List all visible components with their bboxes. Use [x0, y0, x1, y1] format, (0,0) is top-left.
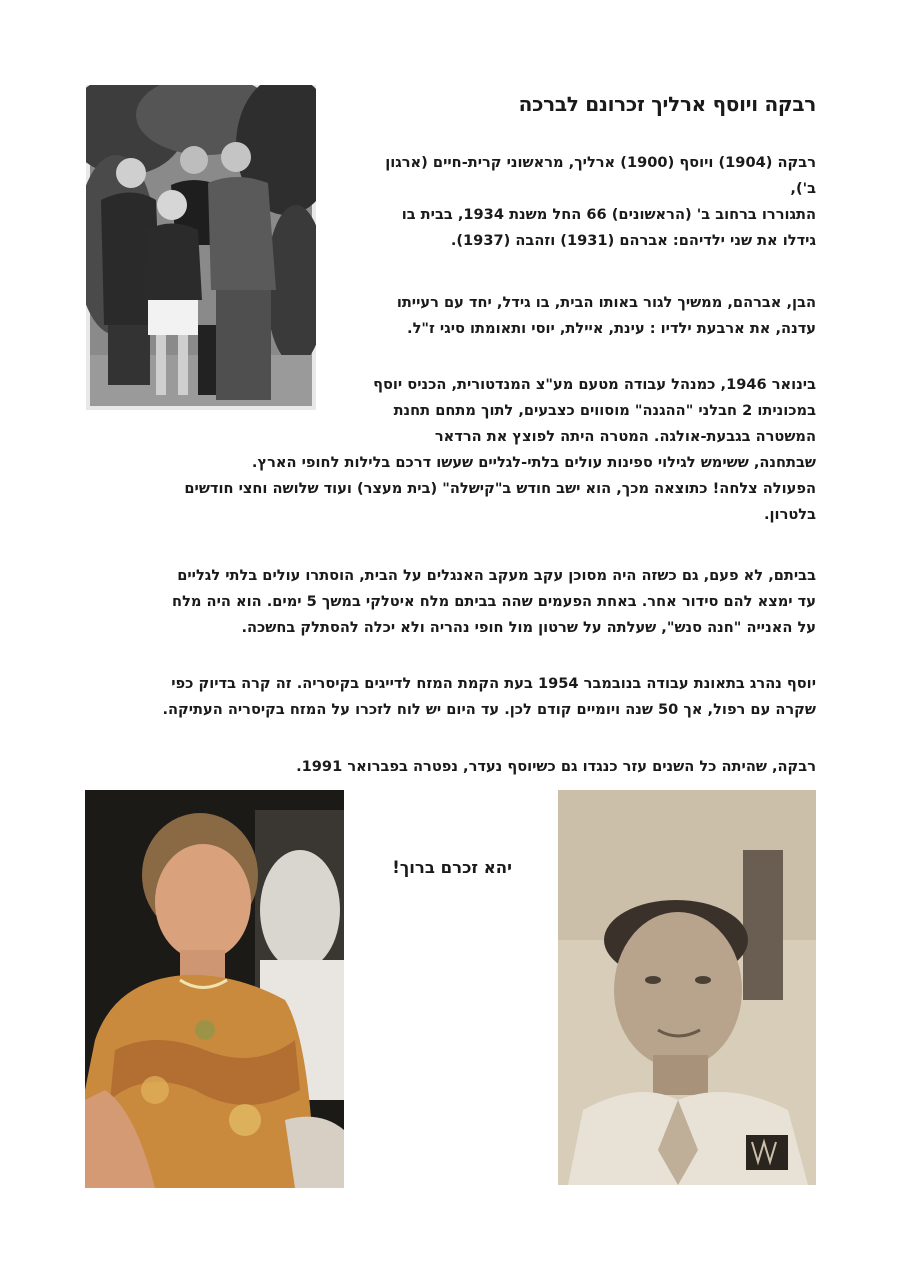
text-line: עד ימצא להם סידור אחר. באחת הפעמים שהה בביתם מלח איטלקי במשך 5 ימים. הוא היה מלח: [172, 593, 816, 610]
text-line: המשטרה בגבעת-אולגה. המטרה היתה לפוצץ את הרדאר: [434, 428, 816, 445]
paragraph-accident: [81, 671, 816, 723]
family-photo: [86, 85, 316, 410]
text-line: בביתם, לא פעם, גם כשזה היה מסוכן עקב מעקב האנגלים על הבית, הוסתרו עולים בלתי לגליים: [177, 567, 816, 584]
text-line: הפעולה צלחה! כתוצאה מכך, הוא ישב חודש ב"קישלה" (בית מעצר) ועוד שלושה וחצי חודשים: [184, 480, 816, 497]
text-line: גידלו את שני ילדיהם: אברהם (1931) וזהבה (1937).: [450, 232, 816, 249]
memorial-blessing: יהא זכרם ברוך!: [392, 858, 512, 877]
paragraph-rivka: [81, 754, 816, 780]
text-line: שבתחנה, ששימש לגילוי ספינות עולים בלתי-לגליים שעשו דרכם בלילות לחופי הארץ.: [251, 454, 816, 471]
paragraph-residence: [346, 150, 816, 254]
text-line: יוסף נהרג בתאונת עבודה בנובמבר 1954 בעת הקמת המזח לדייגים בקיסריה. זה קרה בדיוק כפי: [171, 675, 816, 692]
text-line: ב'),: [790, 180, 816, 197]
text-line: על האנייה "חנה סנש", שעלתה על שרטון מול חופי נהריה ולא יכלה להסתלק בחשכה.: [241, 619, 816, 636]
text-line: הבן, אברהם, ממשיך לגור באותו הבית, בו גידל, יחד עם רעייתו: [396, 294, 816, 311]
page-title: רבקה ויוסף ארליך זכרונם לברכה: [518, 92, 816, 116]
paragraph-haganah: [96, 372, 816, 528]
text-line: רבקה (1904) ויוסף (1900) ארליך, מראשוני קרית-חיים (ארגון: [385, 154, 816, 171]
paragraph-son: [346, 290, 816, 342]
text-line: התגוררו ברחוב ב' (הראשונים) 66 החל משנת 1934, בבית בו: [401, 206, 816, 223]
paragraph-immigrants: [81, 563, 816, 641]
text-line: בינואר 1946, כמנהל עבודה מטעם מע"צ המנדטורית, הכניס יוסף: [373, 376, 816, 393]
text-line: במכוניתו 2 חבלני "ההגנה" מוסווים כצבעים, לתוך מתחם תחנת: [393, 402, 816, 419]
text-line: עדנה, את ארבעת ילדיו : עינת, איילת, יוסי ותאומתו סיגי ז"ל.: [407, 320, 816, 337]
yosef-portrait-photo: [558, 790, 816, 1185]
text-line: רבקה, שהיתה כל השנים עזר כנגדו גם כשיוסף נעדר, נפטרה בפברואר 1991.: [296, 758, 816, 775]
text-line: בלטרון.: [764, 506, 816, 523]
text-line: שקרה עם רפול, אך 50 שנה ויומיים קודם לכן. עד היום יש לוח לזכרו על המזח בקיסריה העתיקה.: [162, 701, 816, 718]
rivka-portrait-photo: [85, 790, 344, 1188]
